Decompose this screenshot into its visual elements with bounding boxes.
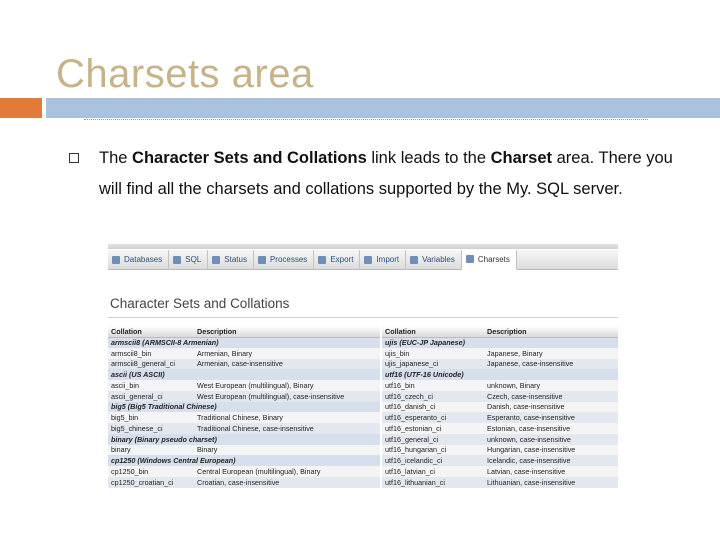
- collation-row: [382, 423, 618, 434]
- collation-cell: big5 (Big5 Traditional Chinese): [108, 402, 380, 413]
- bullet-bold-link-name: Character Sets and Collations: [132, 149, 367, 167]
- description-cell: Armenian, Binary: [194, 348, 380, 359]
- description-cell: Esperanto, case-insensitive: [484, 412, 618, 423]
- accent-bar-orange: [0, 98, 42, 118]
- collation-cell: ujis_bin: [382, 348, 484, 359]
- description-cell: Japanese, Binary: [484, 348, 618, 359]
- collation-row: [108, 445, 380, 456]
- heading-rule: [108, 317, 618, 318]
- charsets-heading: Character Sets and Collations: [110, 296, 290, 311]
- description-cell: Armenian, case-insensitive: [194, 359, 380, 370]
- description-cell: Japanese, case-insensitive: [484, 359, 618, 370]
- collation-row: [382, 477, 618, 488]
- description-cell: Czech, case-insensitive: [484, 391, 618, 402]
- tab-label: Charsets: [477, 254, 510, 264]
- collation-row: [108, 412, 380, 423]
- description-cell: Estonian, case-insensitive: [484, 423, 618, 434]
- collation-cell: ascii_general_ci: [108, 391, 194, 402]
- column-header-collation: Collation: [382, 326, 484, 337]
- slide-title: Charsets area: [56, 52, 314, 96]
- charset-group-row: [108, 337, 380, 348]
- collation-row: [382, 359, 618, 370]
- bullet-text-part: The: [99, 149, 133, 167]
- tab-label: Status: [224, 255, 247, 264]
- collation-cell: utf16_estonian_ci: [382, 423, 484, 434]
- tab-status[interactable]: [208, 250, 254, 270]
- collation-cell: utf16_icelandic_ci: [382, 455, 484, 466]
- collations-table-left: [108, 326, 380, 488]
- description-cell: Traditional Chinese, Binary: [194, 412, 380, 423]
- collation-row: [382, 466, 618, 477]
- collation-cell: big5_chinese_ci: [108, 423, 194, 434]
- collation-cell: utf16_general_ci: [382, 434, 484, 445]
- description-cell: Croatian, case-insensitive: [194, 477, 380, 488]
- collation-row: [382, 412, 618, 423]
- collation-cell: binary: [108, 445, 194, 456]
- charset-group-row: [108, 369, 380, 380]
- column-header-description: Description: [194, 326, 380, 337]
- tab-export[interactable]: [314, 250, 360, 270]
- charset-group-row: [108, 434, 380, 445]
- collation-cell: cp1250_croatian_ci: [108, 477, 194, 488]
- accent-bar-blue: [46, 98, 720, 118]
- export-icon: [318, 256, 326, 264]
- collation-row: [382, 445, 618, 456]
- tab-label: SQL: [185, 255, 202, 264]
- collation-cell: utf16_bin: [382, 380, 484, 391]
- server-tab-bar: [108, 250, 618, 270]
- collation-cell: utf16_danish_ci: [382, 402, 484, 413]
- collation-row: [382, 402, 618, 413]
- collation-cell: cp1250_bin: [108, 466, 194, 477]
- collation-cell: utf16_lithuanian_ci: [382, 477, 484, 488]
- collation-row: [382, 348, 618, 359]
- charset-group-row: [108, 455, 380, 466]
- description-cell: Danish, case-insensitive: [484, 402, 618, 413]
- description-cell: Hungarian, case-insensitive: [484, 445, 618, 456]
- tab-label: Import: [376, 255, 400, 264]
- collation-cell: ascii (US ASCII): [108, 369, 380, 380]
- bullet-text: [99, 143, 689, 204]
- tab-label: Databases: [124, 255, 163, 264]
- column-header-description: Description: [484, 326, 618, 337]
- collation-row: [108, 380, 380, 391]
- tab-sql[interactable]: [169, 250, 208, 270]
- tab-label: Processes: [269, 255, 308, 264]
- dotted-divider: [84, 119, 648, 120]
- collation-row: [108, 477, 380, 488]
- tab-databases[interactable]: [108, 250, 169, 270]
- description-cell: West European (multilingual), Binary: [194, 380, 380, 391]
- collation-cell: utf16_hungarian_ci: [382, 445, 484, 456]
- tab-label: Export: [330, 255, 354, 264]
- collation-row: [108, 466, 380, 477]
- bullet-bold-area-name: Charset: [490, 149, 553, 167]
- collation-row: [382, 455, 618, 466]
- description-cell: unknown, case-insensitive: [484, 434, 618, 445]
- collation-cell: utf16_esperanto_ci: [382, 412, 484, 423]
- charsets-icon: [466, 255, 474, 263]
- description-cell: Central European (multilingual), Binary: [194, 466, 380, 477]
- import-icon: [364, 256, 372, 264]
- bullet-text-part: area. There you will find all the charsets and collations supported by the My. SQL server.: [99, 149, 673, 198]
- collation-cell: big5_bin: [108, 412, 194, 423]
- charset-group-row: [382, 369, 618, 380]
- description-cell: Icelandic, case-insensitive: [484, 455, 618, 466]
- collation-row: [108, 348, 380, 359]
- collation-row: [108, 423, 380, 434]
- collation-cell: utf16_czech_ci: [382, 391, 484, 402]
- column-header-collation: Collation: [108, 326, 194, 337]
- status-icon: [212, 256, 220, 264]
- database-icon: [112, 256, 120, 264]
- collation-row: [382, 434, 618, 445]
- tab-processes[interactable]: [254, 250, 314, 270]
- collation-cell: binary (Binary pseudo charset): [108, 434, 380, 445]
- description-cell: West European (multilingual), case-insensitive: [194, 391, 380, 402]
- collation-row: [382, 391, 618, 402]
- tab-variables[interactable]: [406, 250, 462, 270]
- collation-cell: utf16 (UTF-16 Unicode): [382, 369, 618, 380]
- phpmyadmin-screenshot: [108, 244, 618, 488]
- collation-row: [108, 359, 380, 370]
- collation-cell: armscii8 (ARMSCII-8 Armenian): [108, 337, 380, 348]
- tab-label: Variables: [422, 255, 455, 264]
- collation-cell: ujis_japanese_ci: [382, 359, 484, 370]
- collation-cell: ujis (EUC-JP Japanese): [382, 337, 618, 348]
- description-cell: Lithuanian, case-insensitive: [484, 477, 618, 488]
- description-cell: Traditional Chinese, case-insensitive: [194, 423, 380, 434]
- collation-cell: armscii8_general_ci: [108, 359, 194, 370]
- charset-group-row: [382, 337, 618, 348]
- description-cell: Latvian, case-insensitive: [484, 466, 618, 477]
- charset-group-row: [108, 402, 380, 413]
- bullet-text-part: link leads to the: [366, 149, 491, 167]
- collation-cell: utf16_latvian_ci: [382, 466, 484, 477]
- collation-cell: armscii8_bin: [108, 348, 194, 359]
- tab-import[interactable]: [360, 250, 406, 270]
- description-cell: Binary: [194, 445, 380, 456]
- collation-row: [108, 391, 380, 402]
- collations-table-right: [382, 326, 618, 488]
- sql-icon: [173, 256, 181, 264]
- description-cell: unknown, Binary: [484, 380, 618, 391]
- collation-cell: cp1250 (Windows Central European): [108, 455, 380, 466]
- collation-cell: ascii_bin: [108, 380, 194, 391]
- bullet-square-icon: [69, 153, 79, 163]
- processes-icon: [258, 256, 266, 264]
- collation-row: [382, 380, 618, 391]
- tab-charsets[interactable]: [462, 250, 517, 270]
- host-bar: [108, 244, 618, 249]
- variables-icon: [410, 256, 418, 264]
